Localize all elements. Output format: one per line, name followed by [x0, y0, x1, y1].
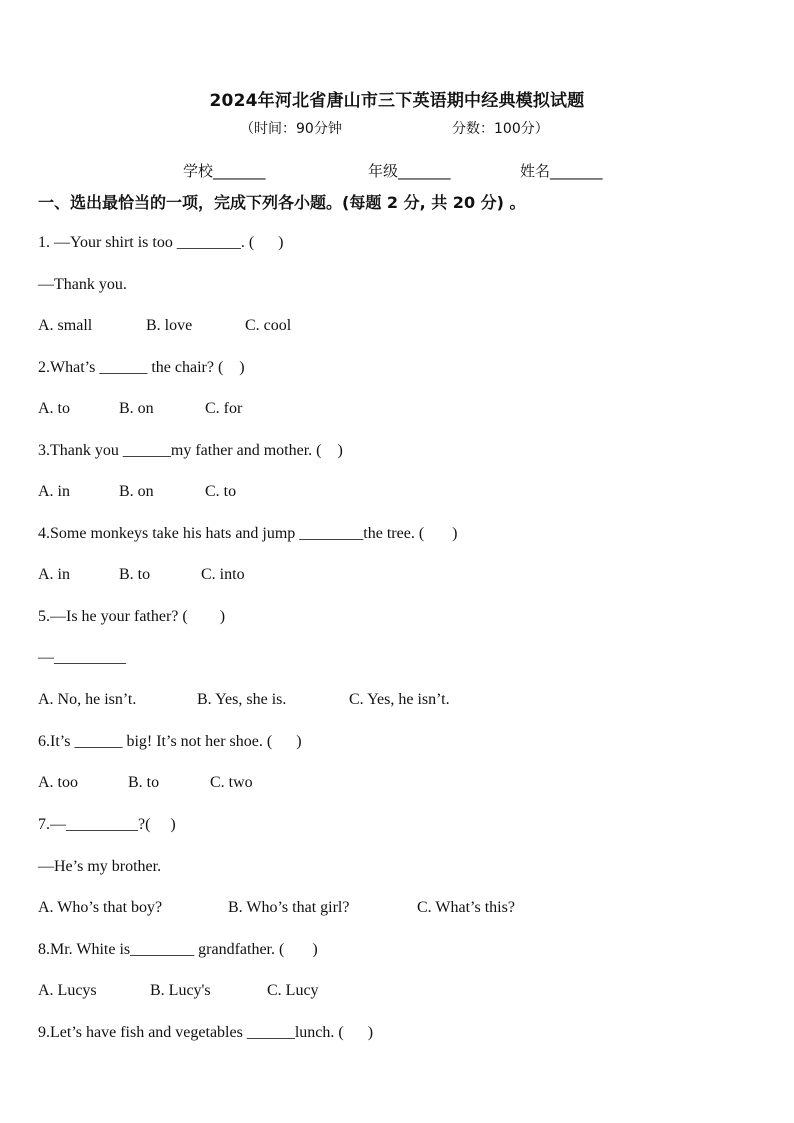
question-6-stem: 6.It’s ______ big! It’s not her shoe. ( ) [38, 733, 302, 750]
question-8-option-b: B. Lucy's [150, 982, 211, 999]
question-8-stem: 8.Mr. White is________ grandfather. ( ) [38, 941, 318, 958]
question-5-stem: 5.—Is he your father? ( ) [38, 608, 226, 625]
exam-time: （时间：90分钟 [240, 121, 342, 137]
section-title: 一、选出最恰当的一项，完成下列各小题。(每题 2 分, 共 20 分) 。 [38, 193, 526, 212]
question-7-option-c: C. What’s this? [417, 899, 515, 916]
question-6-option-b: B. to [128, 774, 160, 791]
name-field: 姓名_______ [520, 162, 603, 180]
question-1-stem: 1. —Your shirt is too ________. ( ) [38, 234, 284, 251]
question-2-option-b: B. on [119, 400, 154, 417]
question-7-reply: —He’s my brother. [38, 858, 162, 875]
question-1-option-c: C. cool [245, 317, 292, 334]
question-7-stem: 7.—_________?( ) [38, 816, 176, 833]
question-2-option-a: A. to [38, 400, 70, 417]
school-field: 学校_______ [183, 162, 266, 180]
question-4-stem: 4.Some monkeys take his hats and jump ________the tree. ( ) [38, 525, 458, 542]
question-3-option-b: B. on [119, 483, 154, 500]
question-5-option-c: C. Yes, he isn’t. [349, 691, 450, 708]
question-6-option-c: C. two [210, 774, 253, 791]
question-4-option-c: C. into [201, 566, 245, 583]
exam-score: 分数：100分） [452, 121, 549, 137]
question-5-option-b: B. Yes, she is. [197, 691, 287, 708]
question-4-option-a: A. in [38, 566, 70, 583]
question-7-option-a: A. Who’s that boy? [38, 899, 163, 916]
question-2-option-c: C. for [205, 400, 243, 417]
question-8-option-a: A. Lucys [38, 982, 97, 999]
question-6-option-a: A. too [38, 774, 78, 791]
question-3-option-a: A. in [38, 483, 70, 500]
question-5-reply: —_________ [38, 649, 126, 666]
question-3-stem: 3.Thank you ______my father and mother. ( ) [38, 442, 343, 459]
question-4-option-b: B. to [119, 566, 151, 583]
question-8-option-c: C. Lucy [267, 982, 319, 999]
question-3-option-c: C. to [205, 483, 237, 500]
question-1-reply: —Thank you. [38, 276, 127, 293]
question-7-option-b: B. Who’s that girl? [228, 899, 350, 916]
question-1-option-a: A. small [38, 317, 93, 334]
grade-field: 年级_______ [368, 162, 451, 180]
question-9-stem: 9.Let’s have fish and vegetables ______lunch. ( ) [38, 1024, 374, 1041]
question-2-stem: 2.What’s ______ the chair? ( ) [38, 359, 245, 376]
page-title: 2024年河北省唐山市三下英语期中经典模拟试题 [209, 91, 585, 111]
question-5-option-a: A. No, he isn’t. [38, 691, 137, 708]
question-1-option-b: B. love [146, 317, 193, 334]
